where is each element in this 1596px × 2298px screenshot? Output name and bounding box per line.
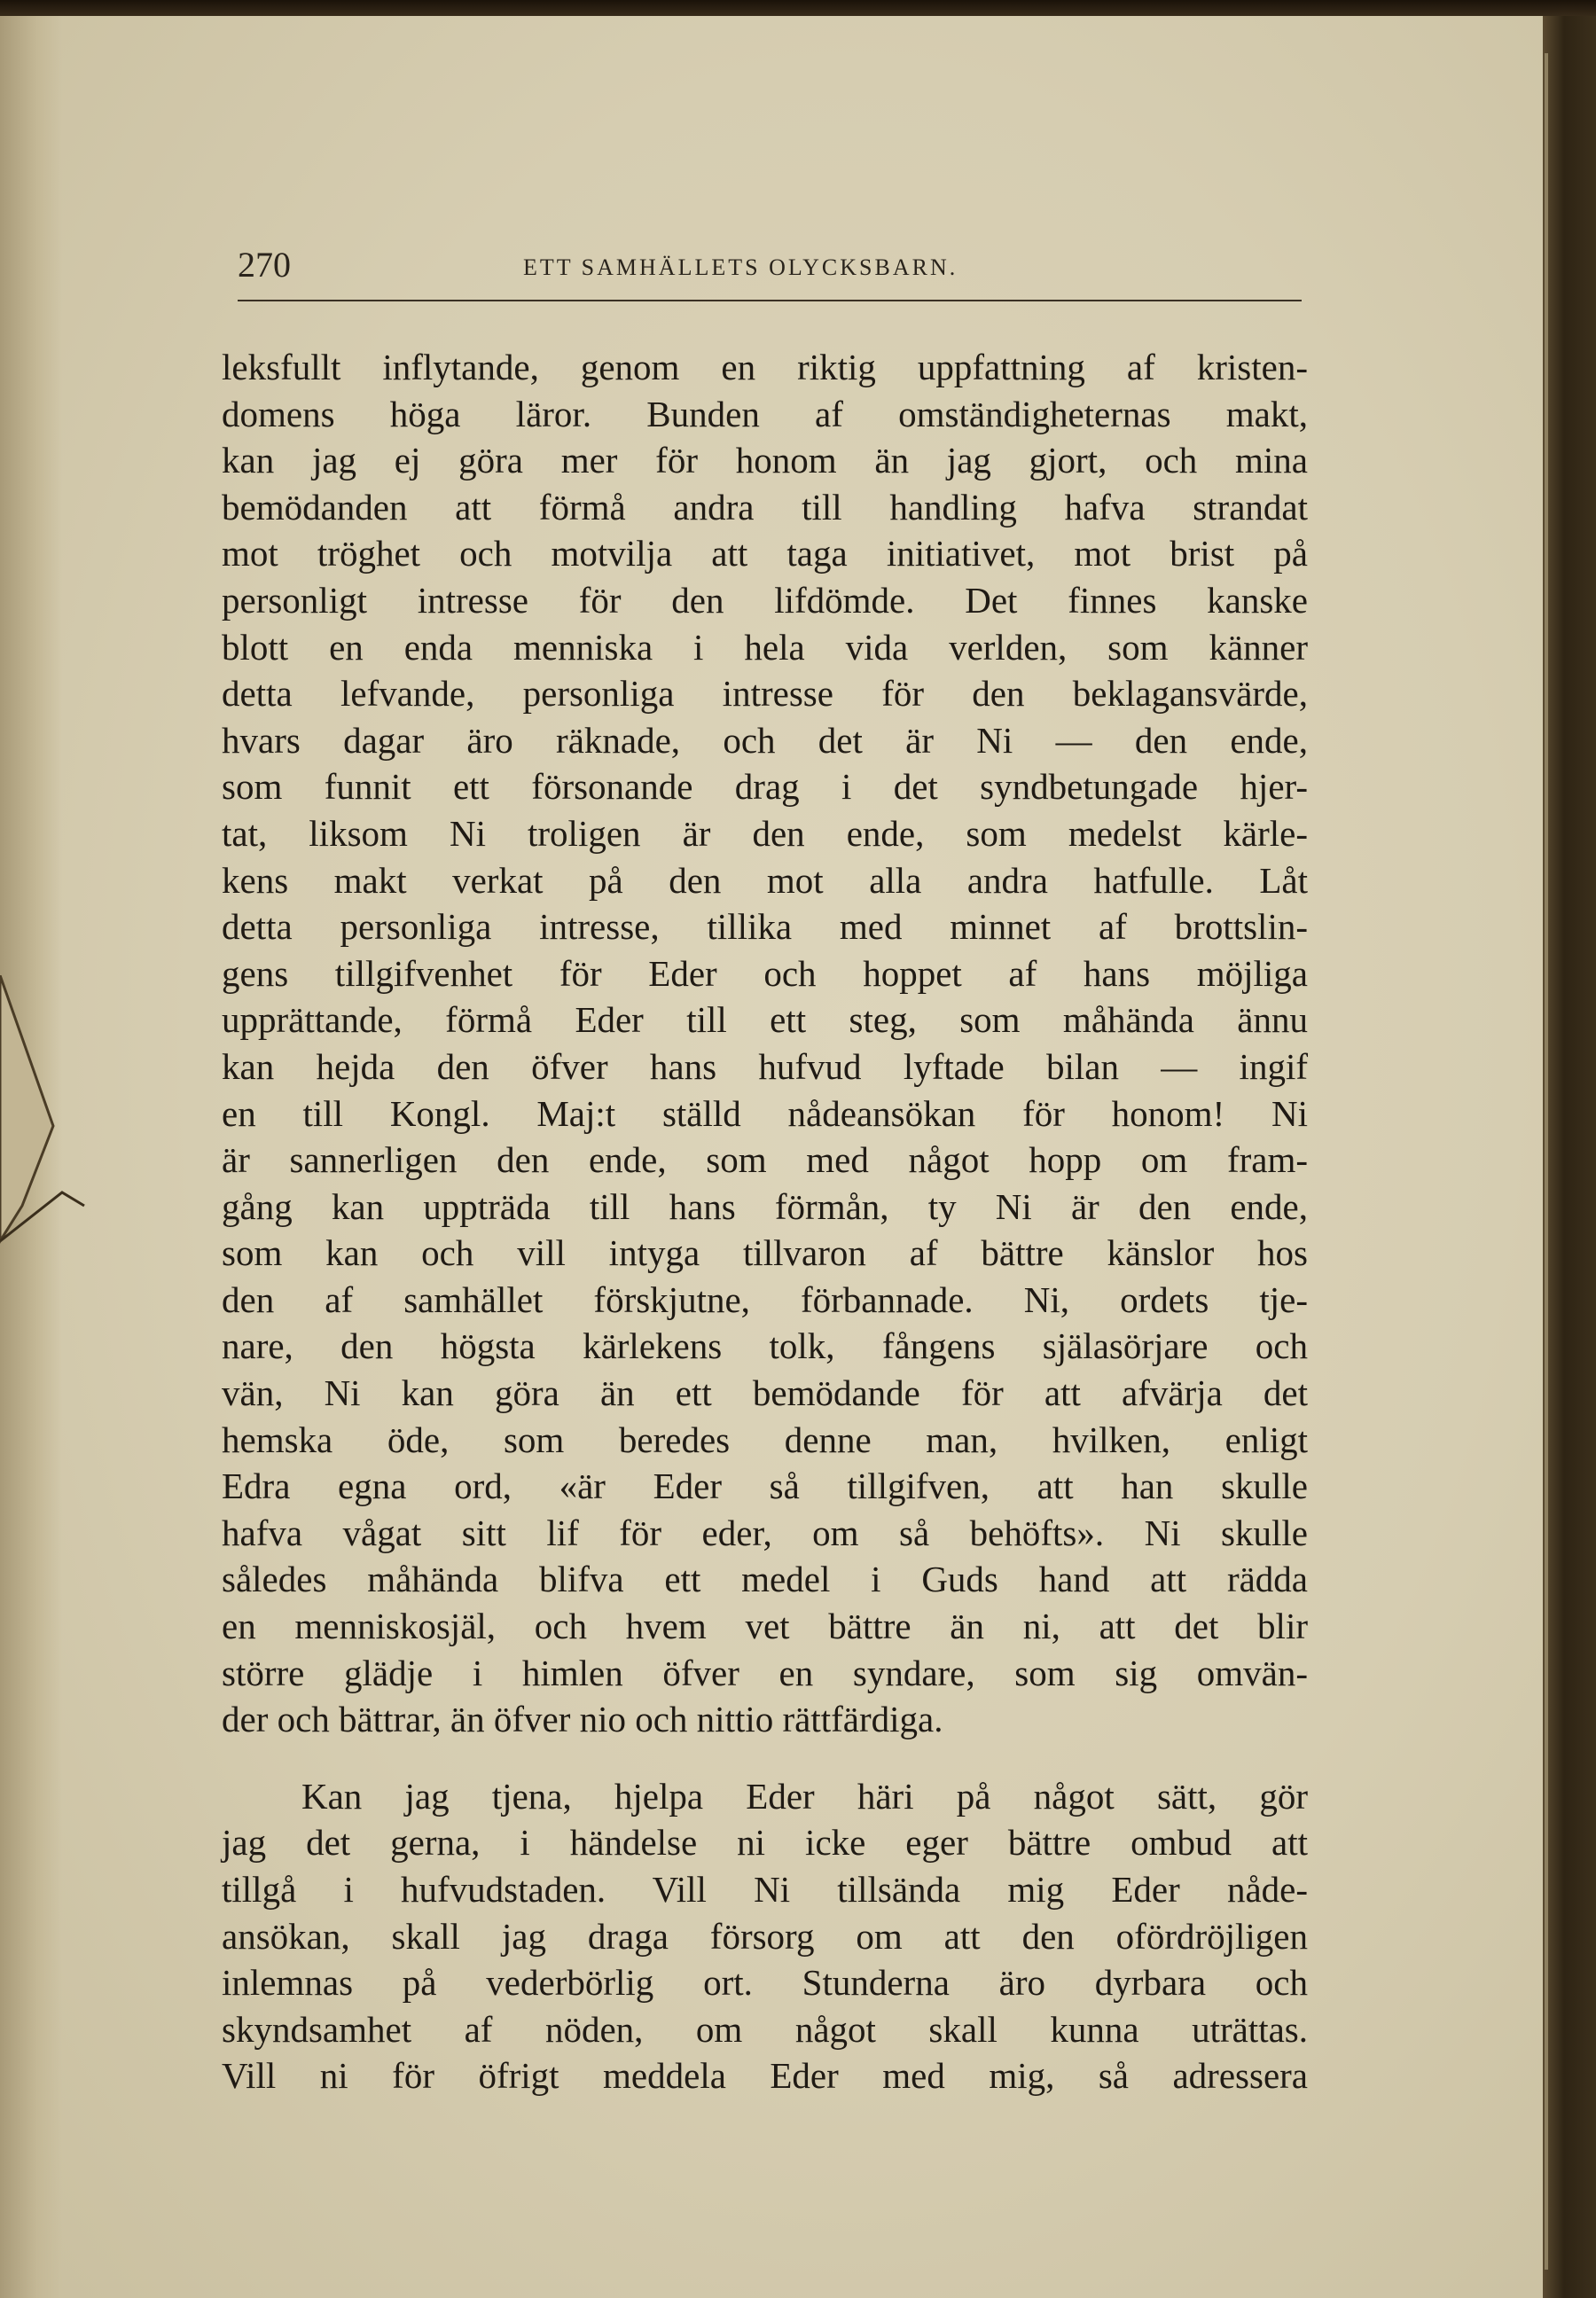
- text-line: mot tröghet och motvilja att taga initiativet, mot brist på: [222, 533, 1308, 574]
- text-line: således måhända blifva ett medel i Guds hand att rädda: [222, 1559, 1308, 1600]
- text-line: tillgå i hufvudstaden. Vill Ni tillsända mig Eder nåde-: [222, 1869, 1308, 1910]
- text-line: gens tillgifvenhet för Eder och hoppet af hans möjliga: [222, 952, 1308, 994]
- text-line: en till Kongl. Maj:t ställd nådeansökan för honom! Ni: [222, 1092, 1308, 1134]
- text-line: der och bättrar, än öfver nio och nittio rättfärdiga.: [222, 1699, 943, 1740]
- page-number: 270: [238, 245, 291, 285]
- text-line: hafva vågat sitt lif för eder, om så behöfts». Ni skulle: [222, 1512, 1308, 1553]
- paragraph: [222, 1773, 1308, 2099]
- text-line: är sannerligen den ende, som med något hopp om fram-: [222, 1139, 1308, 1181]
- text-line: kens makt verkat på den mot alla andra hatfulle. Låt: [222, 859, 1308, 901]
- header-rule: [238, 300, 1302, 301]
- text-line: personligt intresse för den lifdömde. Det finnes kanske: [222, 579, 1308, 621]
- text-line: detta lefvande, personliga intresse för den beklagansvärde,: [222, 673, 1308, 715]
- page-edge-line: [1545, 53, 1548, 2270]
- text-line: en menniskosjäl, och hvem vet bättre än ni, att det blir: [222, 1606, 1308, 1647]
- text-line: Edra egna ord, «är Eder så tillgifven, att han skulle: [222, 1466, 1308, 1507]
- running-title: ETT SAMHÄLLETS OLYCKSBARN.: [523, 254, 958, 280]
- text-line: blott en enda menniska i hela vida verlden, som känner: [222, 626, 1308, 668]
- paragraph: [222, 344, 1308, 1743]
- page-stack-edge: [1543, 16, 1596, 2298]
- text-line: skyndsamhet af nöden, om något skall kunna uträttas.: [222, 2008, 1308, 2050]
- text-line: gång kan uppträda till hans förmån, ty Ni är den ende,: [222, 1185, 1308, 1227]
- text-line: ansökan, skall jag draga försorg om att den ofördröjligen: [222, 1915, 1308, 1957]
- running-head: [238, 244, 1302, 288]
- text-line: upprättande, förmå Eder till ett steg, som måhända ännu: [222, 999, 1308, 1041]
- text-line: Vill ni för öfrigt meddela Eder med mig, så adressera: [222, 2055, 1308, 2097]
- text-line: jag det gerna, i händelse ni icke eger bättre ombud att: [222, 1822, 1308, 1864]
- body-text: [222, 344, 1308, 2099]
- text-line: bemödanden att förmå andra till handling hafva strandat: [222, 486, 1308, 528]
- text-line: som kan och vill intyga tillvaron af bättre känslor hos: [222, 1232, 1308, 1274]
- text-line: den af samhället förskjutne, förbannade. Ni, ordets tje-: [222, 1278, 1308, 1320]
- text-line: större glädje i himlen öfver en syndare, som sig omvän-: [222, 1652, 1308, 1693]
- paragraph-gap: [222, 1743, 1308, 1773]
- text-line: detta personliga intresse, tillika med minnet af brottslin-: [222, 906, 1308, 948]
- text-line: hemska öde, som beredes denne man, hvilken, enligt: [222, 1419, 1308, 1460]
- text-line: leksfullt inflytande, genom en riktig uppfattning af kristen-: [222, 347, 1308, 387]
- text-line: kan hejda den öfver hans hufvud lyftade bilan — ingif: [222, 1045, 1308, 1087]
- text-line: som funnit ett försonande drag i det syndbetungade hjer-: [222, 766, 1308, 808]
- text-line: tat, liksom Ni troligen är den ende, som medelst kärle-: [222, 812, 1308, 854]
- text-line: hvars dagar äro räknade, och det är Ni — den ende,: [222, 719, 1308, 761]
- text-line: domens höga läror. Bunden af omständigheternas makt,: [222, 393, 1308, 434]
- folded-leaf-corner: [0, 975, 98, 1294]
- text-line: inlemnas på vederbörlig ort. Stunderna äro dyrbara och: [222, 1962, 1308, 2004]
- text-line: vän, Ni kan göra än ett bemödande för att afvärja det: [222, 1372, 1308, 1414]
- text-line: nare, den högsta kärlekens tolk, fångens själasörjare och: [222, 1325, 1308, 1367]
- text-line: kan jag ej göra mer för honom än jag gjort, och mina: [222, 440, 1308, 481]
- text-line: Kan jag tjena, hjelpa Eder häri på något sätt, gör: [301, 1775, 1308, 1817]
